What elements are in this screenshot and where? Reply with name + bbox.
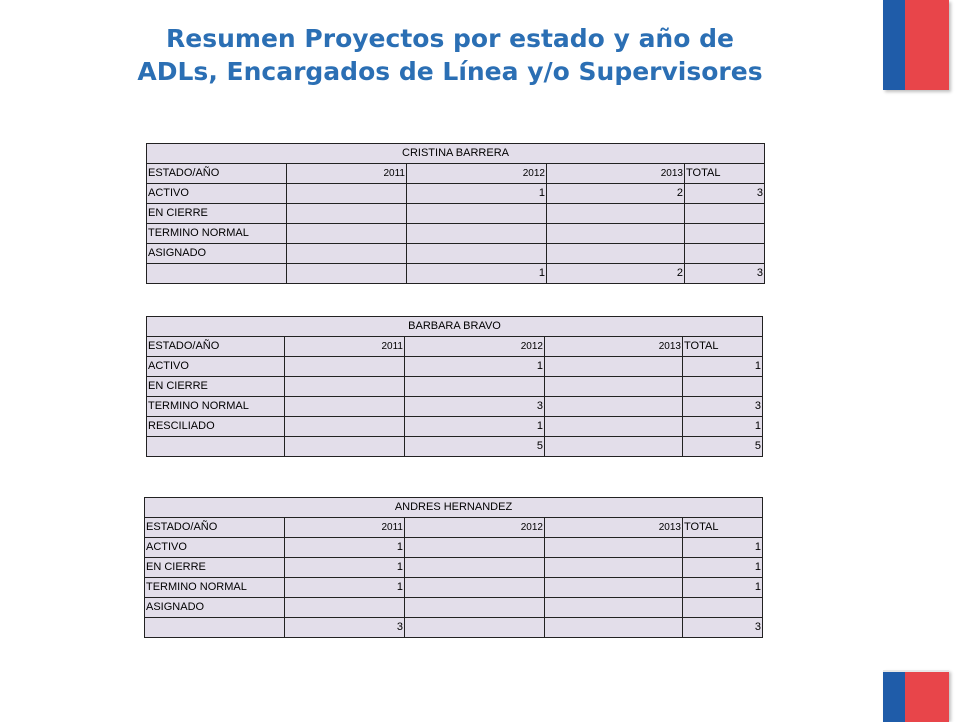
cell <box>285 437 405 457</box>
cell <box>407 204 547 224</box>
cell <box>685 224 765 244</box>
cell: 3 <box>683 397 763 417</box>
cell <box>287 224 407 244</box>
cell: 1 <box>285 578 405 598</box>
cell <box>407 224 547 244</box>
table-row <box>147 397 763 417</box>
cell <box>287 184 407 204</box>
flag-blue-band <box>883 670 905 722</box>
chile-flag-stripe-bottom <box>883 670 949 720</box>
table-title: ANDRES HERNANDEZ <box>145 498 763 518</box>
row-label: ASIGNADO <box>147 244 287 264</box>
table-row <box>147 184 765 204</box>
flag-red-band <box>905 670 949 722</box>
cell <box>285 377 405 397</box>
header-cell: 2013 <box>547 164 685 184</box>
header-cell: 2012 <box>405 337 545 357</box>
table-barbara-bravo <box>146 316 763 457</box>
table-row <box>145 598 763 618</box>
cell <box>685 244 765 264</box>
header-cell: ESTADO/AÑO <box>147 164 287 184</box>
table-header-row <box>147 164 765 184</box>
cell <box>405 578 545 598</box>
row-label <box>145 618 285 638</box>
header-cell: TOTAL <box>685 164 765 184</box>
header-cell: 2013 <box>545 518 683 538</box>
header-cell: ESTADO/AÑO <box>145 518 285 538</box>
cell <box>545 558 683 578</box>
cell: 3 <box>685 264 765 284</box>
cell <box>545 618 683 638</box>
flag-red-band <box>905 0 949 90</box>
cell <box>285 397 405 417</box>
table-row <box>145 538 763 558</box>
cell: 1 <box>683 578 763 598</box>
cell: 1 <box>285 558 405 578</box>
table-row <box>147 204 765 224</box>
cell: 2 <box>547 264 685 284</box>
cell <box>285 598 405 618</box>
cell <box>405 618 545 638</box>
cell: 5 <box>405 437 545 457</box>
cell <box>545 538 683 558</box>
header-cell: TOTAL <box>683 337 763 357</box>
flag-blue-band <box>883 0 905 90</box>
table-title: BARBARA BRAVO <box>147 317 763 337</box>
cell <box>545 598 683 618</box>
cell <box>685 204 765 224</box>
cell <box>547 224 685 244</box>
row-label <box>147 437 285 457</box>
cell <box>405 558 545 578</box>
cell <box>545 417 683 437</box>
row-label: RESCILIADO <box>147 417 285 437</box>
table-row <box>147 244 765 264</box>
table-andres-hernandez <box>144 497 763 638</box>
table-row <box>147 417 763 437</box>
table-row <box>147 357 763 377</box>
cell <box>545 377 683 397</box>
cell <box>285 357 405 377</box>
row-label: ACTIVO <box>147 357 285 377</box>
cell <box>287 244 407 264</box>
header-cell: 2012 <box>405 518 545 538</box>
row-label: TERMINO NORMAL <box>147 224 287 244</box>
cell: 1 <box>407 184 547 204</box>
table-total-row <box>147 437 763 457</box>
header-cell: 2012 <box>407 164 547 184</box>
cell <box>287 204 407 224</box>
slide-title <box>40 22 860 88</box>
header-cell: 2011 <box>287 164 407 184</box>
cell: 1 <box>285 538 405 558</box>
cell: 3 <box>685 184 765 204</box>
table-row <box>147 224 765 244</box>
cell <box>683 598 763 618</box>
cell <box>545 357 683 377</box>
table-total-row <box>145 618 763 638</box>
header-cell: TOTAL <box>683 518 763 538</box>
cell <box>547 244 685 264</box>
table-title: CRISTINA BARRERA <box>147 144 765 164</box>
cell: 2 <box>547 184 685 204</box>
header-cell: ESTADO/AÑO <box>147 337 285 357</box>
table-header-row <box>147 337 763 357</box>
cell: 1 <box>683 558 763 578</box>
table-cristina-barrera <box>146 143 765 284</box>
cell: 1 <box>683 417 763 437</box>
cell <box>407 244 547 264</box>
chile-flag-stripe-top <box>883 0 949 90</box>
cell: 1 <box>407 264 547 284</box>
cell: 1 <box>683 357 763 377</box>
cell <box>405 598 545 618</box>
cell: 3 <box>405 397 545 417</box>
table-row <box>147 377 763 397</box>
cell: 5 <box>683 437 763 457</box>
row-label: EN CIERRE <box>147 204 287 224</box>
cell: 1 <box>405 417 545 437</box>
cell: 3 <box>285 618 405 638</box>
row-label: TERMINO NORMAL <box>147 397 285 417</box>
cell <box>405 377 545 397</box>
cell <box>683 377 763 397</box>
row-label: ACTIVO <box>145 538 285 558</box>
cell <box>285 417 405 437</box>
cell <box>287 264 407 284</box>
header-cell: 2011 <box>285 337 405 357</box>
cell: 3 <box>683 618 763 638</box>
cell <box>547 204 685 224</box>
row-label <box>147 264 287 284</box>
cell <box>405 538 545 558</box>
row-label: EN CIERRE <box>145 558 285 578</box>
cell <box>545 397 683 417</box>
cell <box>545 578 683 598</box>
table-header-row <box>145 518 763 538</box>
table-total-row <box>147 264 765 284</box>
table-row <box>145 578 763 598</box>
cell <box>545 437 683 457</box>
table-row <box>145 558 763 578</box>
title-line-1: Resumen Proyectos por estado y año de <box>166 24 734 53</box>
header-cell: 2013 <box>545 337 683 357</box>
cell: 1 <box>405 357 545 377</box>
row-label: ASIGNADO <box>145 598 285 618</box>
cell: 1 <box>683 538 763 558</box>
row-label: EN CIERRE <box>147 377 285 397</box>
title-line-2: ADLs, Encargados de Línea y/o Supervisores <box>137 57 763 86</box>
row-label: TERMINO NORMAL <box>145 578 285 598</box>
row-label: ACTIVO <box>147 184 287 204</box>
header-cell: 2011 <box>285 518 405 538</box>
